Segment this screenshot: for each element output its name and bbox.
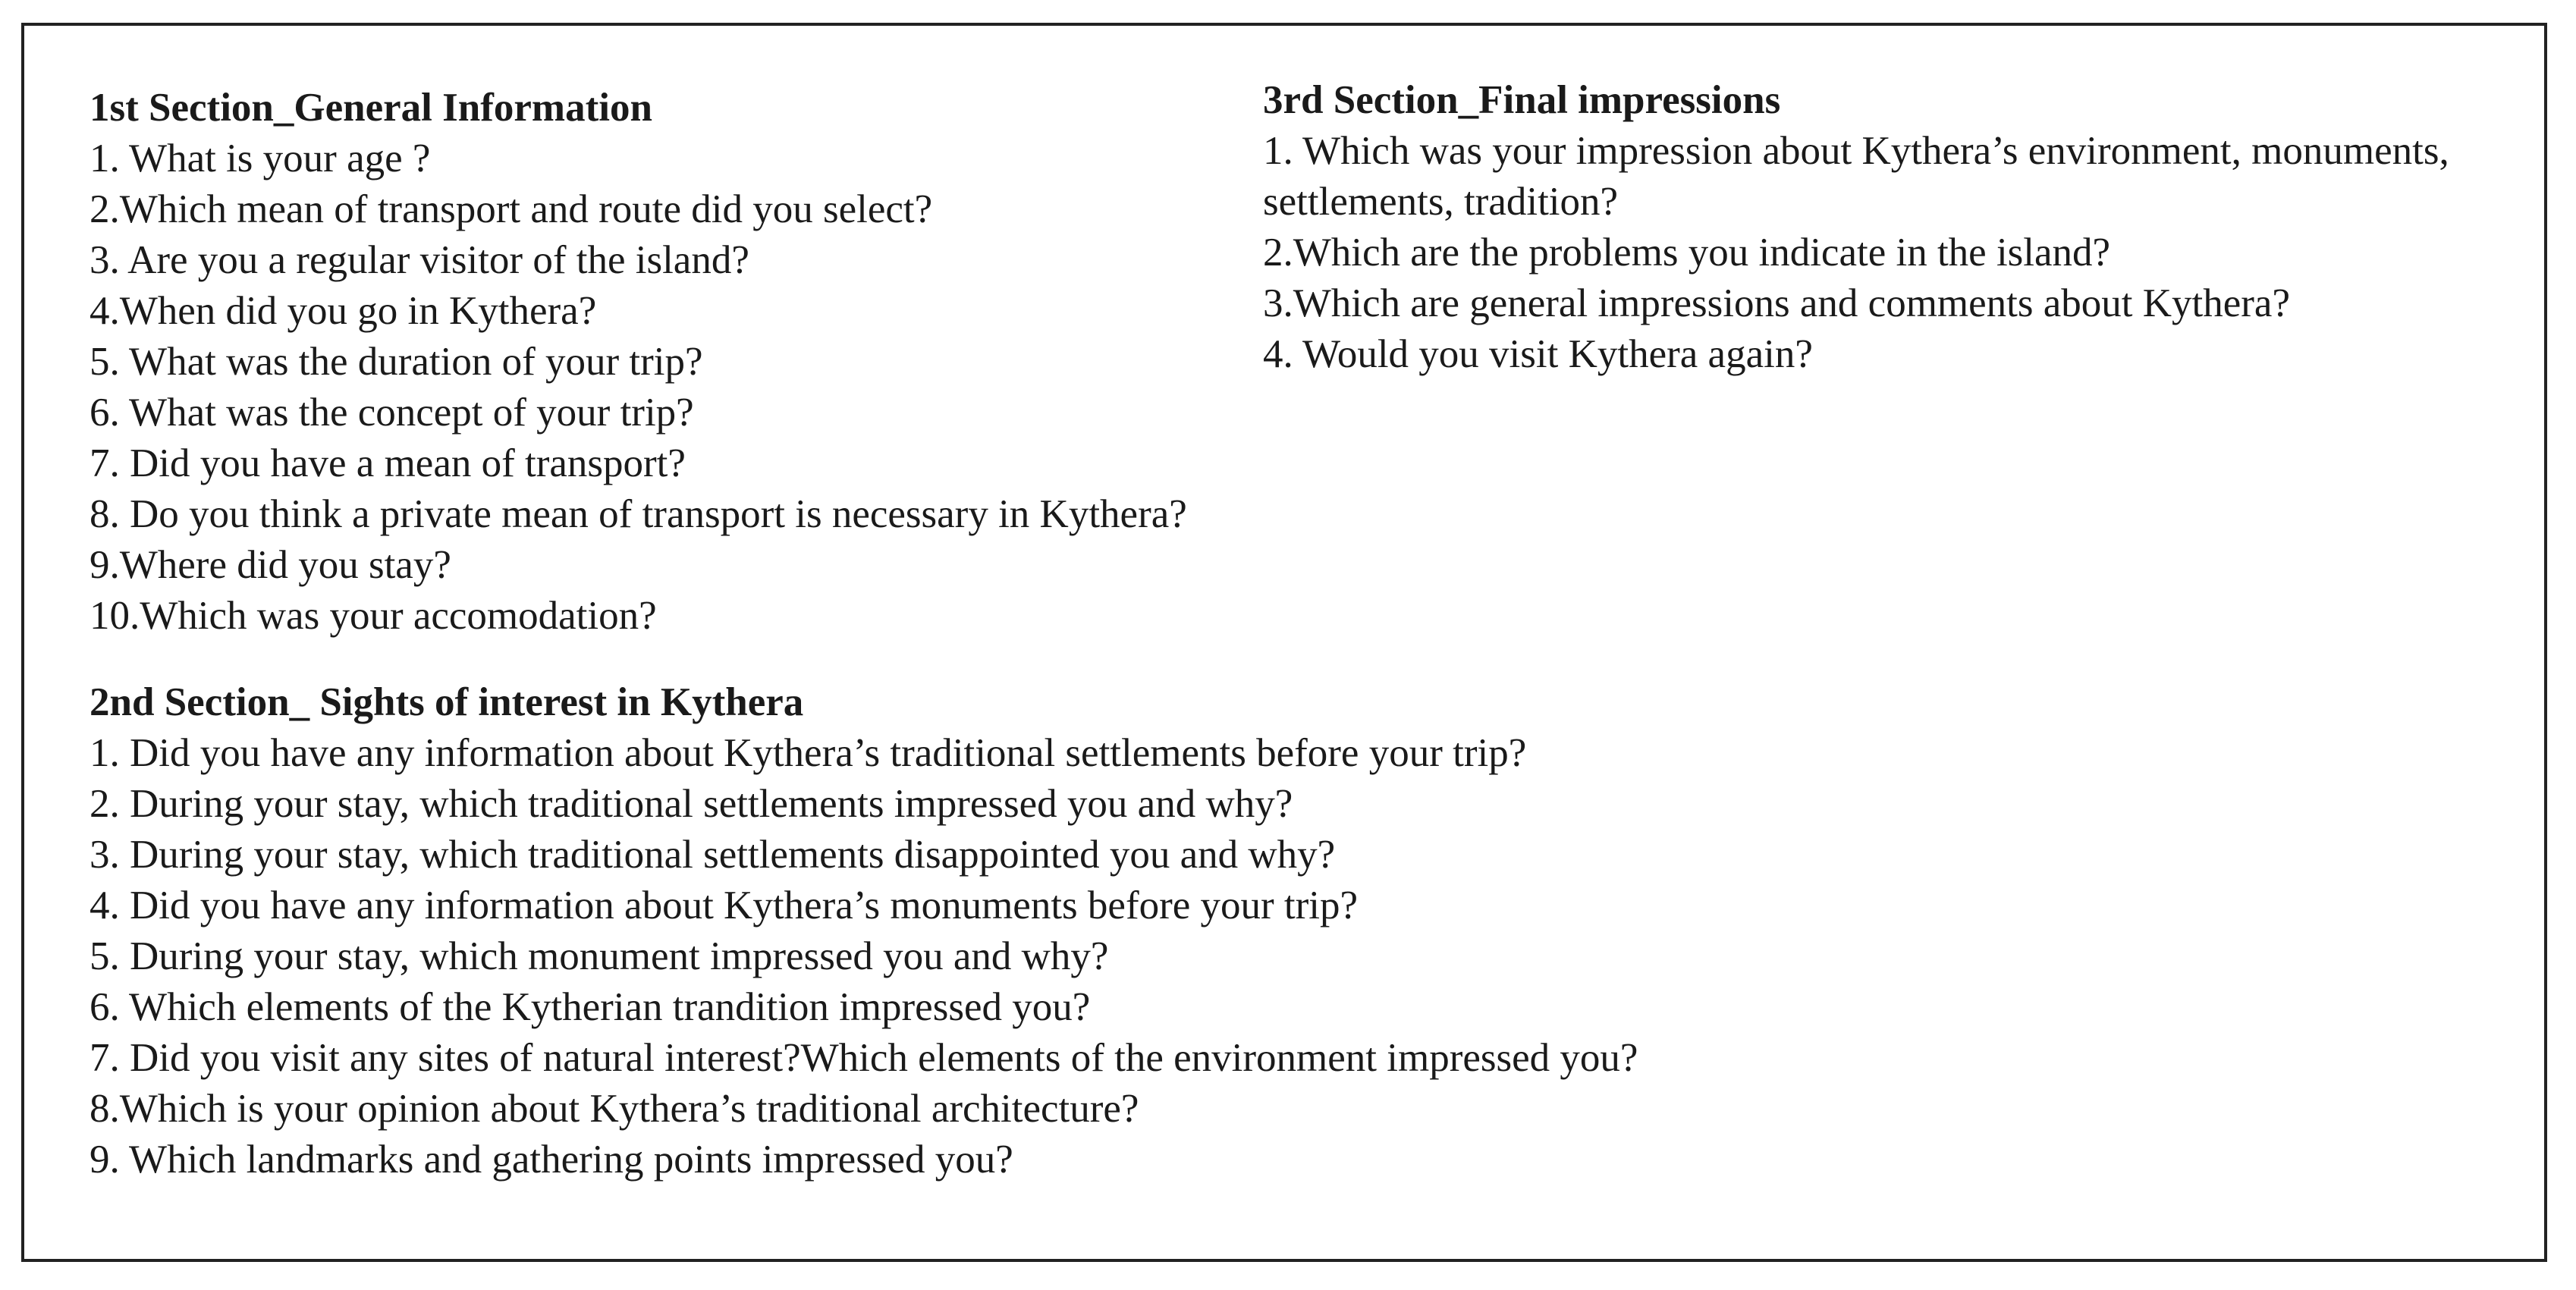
question-text: Did you have any information about Kythera’s monuments before your trip? [119, 884, 1359, 927]
section-final-impressions [1263, 74, 2515, 380]
question-text: Which are general impressions and comments about Kythera? [1293, 281, 2290, 325]
question-item [1263, 278, 2515, 329]
question-item [90, 286, 1455, 337]
question-item [90, 982, 2062, 1033]
question-list [90, 133, 1455, 642]
question-number: 5. [90, 934, 120, 978]
question-text: Which is your opinion about Kythera’s traditional architecture? [119, 1087, 1139, 1131]
question-item [1263, 329, 2515, 380]
question-item [90, 337, 1455, 388]
question-text: Which was your impression about Kythera’s environment, monuments, settlements, tradition? [1263, 129, 2449, 224]
question-item [90, 1033, 2062, 1084]
question-text: Did you visit any sites of natural interest?Which elements of the environment impressed you? [119, 1036, 1638, 1080]
question-text: Are you a regular visitor of the island? [119, 238, 749, 282]
question-item [1263, 126, 2515, 228]
question-item [90, 388, 1455, 438]
question-number: 8. [90, 492, 120, 536]
section-title: 2nd Section_ Sights of interest in Kythera [90, 680, 804, 724]
question-item [90, 438, 1455, 489]
question-number: 1. [1263, 129, 1293, 173]
question-item [90, 830, 2062, 880]
question-text: What was the duration of your trip? [119, 340, 703, 384]
question-number: 6. [90, 985, 120, 1029]
question-item [90, 728, 2062, 779]
question-text: Would you visit Kythera again? [1293, 332, 1813, 376]
question-number: 2. [90, 782, 120, 826]
question-number: 3. [90, 833, 120, 877]
question-number: 3. [1263, 281, 1293, 325]
question-text: Did you have a mean of transport? [119, 441, 686, 485]
question-number: 10. [90, 594, 140, 638]
question-text: Do you think a private mean of transport is necessary in Kythera? [119, 492, 1187, 536]
question-item [90, 591, 1455, 642]
question-number: 8. [90, 1087, 120, 1131]
question-item [90, 931, 2062, 982]
question-number: 1. [90, 731, 120, 775]
question-item [90, 133, 1455, 184]
question-number: 4. [1263, 332, 1293, 376]
question-number: 7. [90, 441, 120, 485]
question-item [90, 1084, 2062, 1135]
question-text: Which elements of the Kytherian trandition impressed you? [119, 985, 1091, 1029]
section-title: 1st Section_General Information [90, 86, 652, 130]
question-number: 2. [90, 187, 120, 231]
question-text: Which mean of transport and route did you select? [119, 187, 933, 231]
question-item [90, 880, 2062, 931]
question-item [90, 184, 1455, 235]
question-item [90, 235, 1455, 286]
question-text: What was the concept of your trip? [119, 391, 694, 435]
question-item [90, 1135, 2062, 1185]
question-item [1263, 228, 2515, 278]
question-text: During your stay, which monument impressed you and why? [119, 934, 1109, 978]
question-item [90, 540, 1455, 591]
section-title: 3rd Section_Final impressions [1263, 78, 1781, 122]
question-number: 3. [90, 238, 120, 282]
question-number: 5. [90, 340, 120, 384]
question-number: 7. [90, 1036, 120, 1080]
question-item [90, 779, 2062, 830]
question-text: Which landmarks and gathering points impressed you? [119, 1138, 1013, 1182]
question-text: Where did you stay? [119, 543, 451, 587]
question-text: When did you go in Kythera? [119, 289, 597, 333]
question-text: Which are the problems you indicate in the island? [1293, 231, 2111, 275]
question-text: During your stay, which traditional settlements impressed you and why? [119, 782, 1293, 826]
question-text: During your stay, which traditional settlements disappointed you and why? [119, 833, 1336, 877]
question-number: 1. [90, 137, 120, 180]
question-number: 6. [90, 391, 120, 435]
section-sights-of-interest [90, 676, 2062, 1185]
question-text: Did you have any information about Kythera’s traditional settlements before your trip? [119, 731, 1527, 775]
question-item [90, 489, 1455, 540]
question-number: 9. [90, 1138, 120, 1182]
question-list [1263, 126, 2515, 380]
question-text: Which was your accomodation? [140, 594, 657, 638]
question-number: 4. [90, 289, 120, 333]
question-text: What is your age ? [119, 137, 431, 180]
question-number: 2. [1263, 231, 1293, 275]
question-number: 9. [90, 543, 120, 587]
question-number: 4. [90, 884, 120, 927]
question-list [90, 728, 2062, 1185]
section-general-information [90, 82, 1455, 642]
